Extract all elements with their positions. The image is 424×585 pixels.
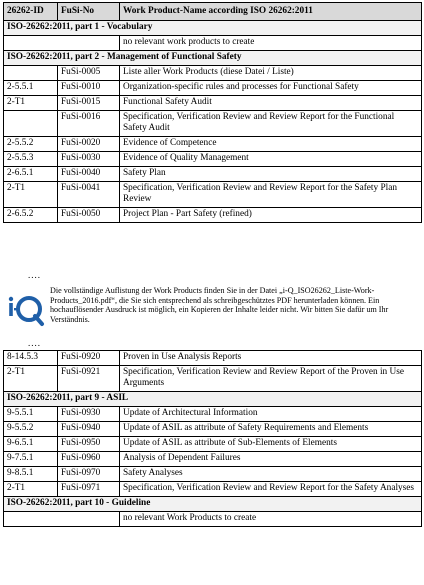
part-heading: ISO-26262:2011, part 2 - Management of Functional Safety: [4, 51, 422, 66]
table-header-row: [4, 3, 422, 21]
cell-work-product-name: Specification, Verification Review and Review Report for the Safety Analyses: [120, 482, 422, 497]
table-row: [4, 452, 422, 467]
part-heading-row: [4, 392, 422, 407]
part-heading: ISO-26262:2011, part 10 - Guideline: [4, 497, 422, 512]
table-row: [4, 482, 422, 497]
header-work-product-name: Work Product-Name according ISO 26262:2011: [120, 3, 422, 21]
cell-26262-id: 2-5.5.2: [4, 137, 58, 152]
table-row: [4, 182, 422, 208]
cell-26262-id: [4, 111, 58, 137]
cell-26262-id: 2-T1: [4, 96, 58, 111]
header-26262-id: 26262-ID: [4, 3, 58, 21]
cell-fusi-no: FuSi-0015: [58, 96, 120, 111]
cell-fusi-no: FuSi-0005: [58, 66, 120, 81]
part-heading-row: [4, 497, 422, 512]
cell-fusi-no: FuSi-0920: [58, 351, 120, 366]
cell-fusi-no: FuSi-0950: [58, 437, 120, 452]
part-heading-row: [4, 51, 422, 66]
cell-26262-id: 2-5.5.3: [4, 152, 58, 167]
cell-work-product-name: Analysis of Dependent Failures: [120, 452, 422, 467]
table-row: [4, 437, 422, 452]
table-row: [4, 467, 422, 482]
table-row: [4, 111, 422, 137]
table-row: [4, 36, 422, 51]
cell-work-product-name: Functional Safety Audit: [120, 96, 422, 111]
cell-work-product-name: Update of Architectural Information: [120, 407, 422, 422]
cell-fusi-no: FuSi-0016: [58, 111, 120, 137]
table-row: [4, 407, 422, 422]
iq-logo-icon: [5, 293, 45, 327]
cell-fusi-no: FuSi-0020: [58, 137, 120, 152]
table-row: [4, 167, 422, 182]
table-row: [4, 96, 422, 111]
cell-fusi-no: FuSi-0010: [58, 81, 120, 96]
note-text: Die vollständige Auflistung der Work Products finden Sie in der Datei „i-Q_ISO26262_Liste-Work-Products_2016.pdf“, die Sie sich entsprechend als schreibgeschütztes PDF herunterladen können. Ein hochauflösender Ausdruck ist möglich, ein Kopieren der Inhalte leider nicht. Wir bitten Sie dafür um Ihr Verständnis.: [50, 286, 389, 324]
cell-fusi-no: FuSi-0930: [58, 407, 120, 422]
cell-work-product-name: Specification, Verification Review and Review Report for the Safety Plan Review: [120, 182, 422, 208]
cell-work-product-name: Organization-specific rules and processes for Functional Safety: [120, 81, 422, 96]
cell-26262-id: 8-14.5.3: [4, 351, 58, 366]
download-note: [4, 286, 424, 332]
cell-fusi-no: FuSi-0940: [58, 422, 120, 437]
cell-26262-id: 2-6.5.1: [4, 167, 58, 182]
work-products-table-bottom: [3, 350, 422, 527]
cell-fusi-no: FuSi-0030: [58, 152, 120, 167]
header-fusi-no: FuSi-No: [58, 3, 120, 21]
cell-fusi-no: FuSi-0050: [58, 208, 120, 223]
table-row: [4, 208, 422, 223]
ellipsis-dots-top: ....: [28, 270, 41, 280]
cell-26262-id: 2-T1: [4, 366, 58, 392]
cell-work-product-name: Update of ASIL as attribute of Sub-Elements of Elements: [120, 437, 422, 452]
cell-26262-id: 9-8.5.1: [4, 467, 58, 482]
cell-work-product-name: Specification, Verification Review and Review Report of the Proven in Use Arguments: [120, 366, 422, 392]
cell-work-product-name: Specification, Verification Review and Review Report for the Functional Safety Audit: [120, 111, 422, 137]
cell-26262-id: 9-5.5.1: [4, 407, 58, 422]
table-row: [4, 66, 422, 81]
cell-26262-id: 2-5.5.1: [4, 81, 58, 96]
part-heading: ISO-26262:2011, part 9 - ASIL: [4, 392, 422, 407]
cell-work-product-name: Safety Analyses: [120, 467, 422, 482]
cell-work-product-name: Safety Plan: [120, 167, 422, 182]
cell-fusi-no: FuSi-0040: [58, 167, 120, 182]
table-row: [4, 512, 422, 527]
cell-work-product-name: Project Plan - Part Safety (refined): [120, 208, 422, 223]
cell-26262-id: [4, 66, 58, 81]
cell-work-product-name: no relevant Work Products to create: [120, 512, 422, 527]
cell-work-product-name: Proven in Use Analysis Reports: [120, 351, 422, 366]
cell-26262-id: 2-T1: [4, 182, 58, 208]
cell-26262-id: 9-7.5.1: [4, 452, 58, 467]
table-row: [4, 81, 422, 96]
table-row: [4, 422, 422, 437]
ellipsis-dots-bottom: ....: [28, 338, 41, 348]
cell-empty: [4, 36, 120, 51]
cell-work-product-name: Evidence of Quality Management: [120, 152, 422, 167]
cell-fusi-no: FuSi-0960: [58, 452, 120, 467]
cell-26262-id: 9-6.5.1: [4, 437, 58, 452]
cell-work-product-name: Update of ASIL as attribute of Safety Requirements and Elements: [120, 422, 422, 437]
cell-fusi-no: FuSi-0041: [58, 182, 120, 208]
cell-fusi-no: FuSi-0921: [58, 366, 120, 392]
cell-work-product-name: no relevant work products to create: [120, 36, 422, 51]
part-heading-row: [4, 21, 422, 36]
part-heading: ISO-26262:2011, part 1 - Vocabulary: [4, 21, 422, 36]
cell-26262-id: 2-T1: [4, 482, 58, 497]
cell-work-product-name: Liste aller Work Products (diese Datei / Liste): [120, 66, 422, 81]
cell-26262-id: 2-6.5.2: [4, 208, 58, 223]
cell-26262-id: 9-5.5.2: [4, 422, 58, 437]
cell-empty: [4, 512, 120, 527]
table-row: [4, 366, 422, 392]
table-row: [4, 137, 422, 152]
work-products-table-top: [3, 2, 422, 223]
table-row: [4, 351, 422, 366]
cell-fusi-no: FuSi-0970: [58, 467, 120, 482]
table-row: [4, 152, 422, 167]
cell-fusi-no: FuSi-0971: [58, 482, 120, 497]
cell-work-product-name: Evidence of Competence: [120, 137, 422, 152]
